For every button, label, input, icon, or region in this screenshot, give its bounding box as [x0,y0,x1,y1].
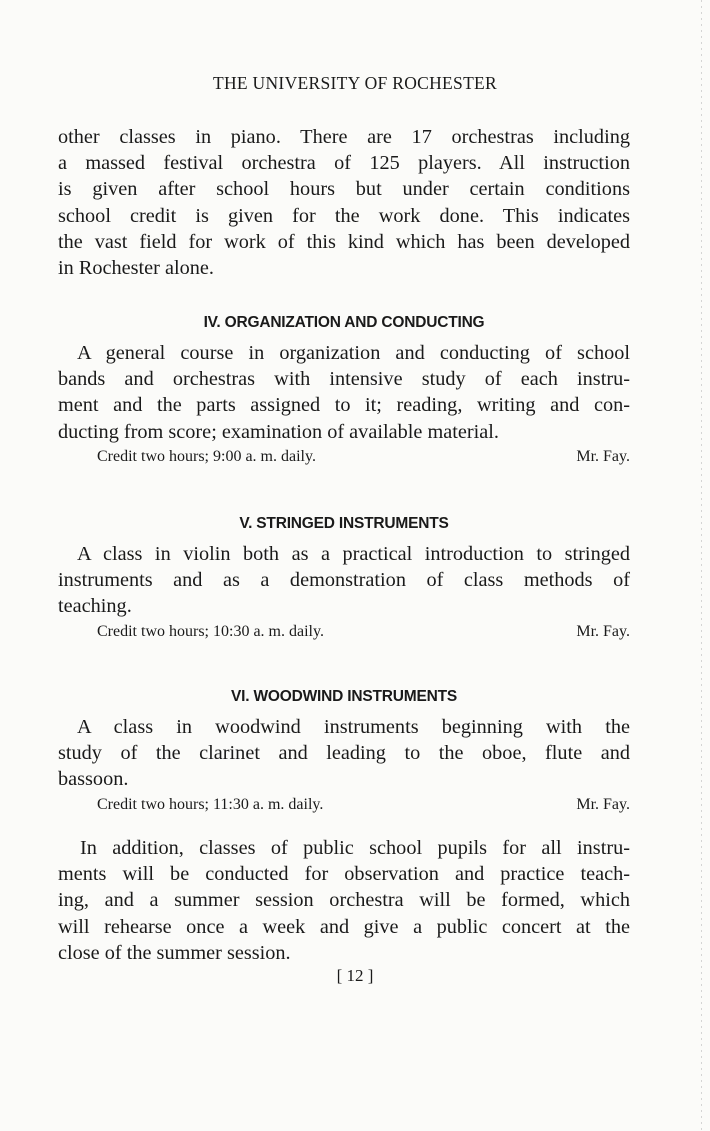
text-line: A class in woodwind instruments beginning with the [77,716,630,738]
closing-paragraph [58,835,630,966]
text-line: study of the clarinet and leading to the oboe, flute and [58,742,630,765]
text-line: close of the summer session. [58,941,291,964]
credit-line [58,448,630,466]
text-line: other classes in piano. There are 17 orchestras including [58,126,630,148]
page-number: [ 12 ] [336,966,374,985]
text-line: bands and orchestras with intensive study of each instru- [58,368,630,391]
text-line: instruments and as a demonstration of class methods of [58,569,630,592]
section-organization-conducting [58,314,630,466]
text-line: A class in violin both as a practical introduction to stringed [77,543,630,565]
text-line: a massed festival orchestra of 125 players. All instruction [58,152,630,175]
intro-paragraph [58,124,630,281]
section-title: V. STRINGED INSTRUMENTS [239,515,449,532]
page-edge [701,0,702,1131]
credit-schedule: Credit two hours; 11:30 a. m. daily. [97,795,324,813]
text-line: ment and the parts assigned to it; reading, writing and con- [58,394,630,417]
text-line: the vast field for work of this kind which has been developed [58,230,630,253]
credit-schedule: Credit two hours; 9:00 a. m. daily. [97,447,316,465]
section-title: VI. WOODWIND INSTRUMENTS [231,688,457,705]
section-stringed-instruments [58,515,630,641]
instructor-name: Mr. Fay. [576,622,630,640]
text-line: ducting from score; examination of available material. [58,420,499,443]
text-line: is given after school hours but under certain conditions [58,178,630,201]
text-line: In addition, classes of public school pupils for all instru- [80,837,630,859]
instructor-name: Mr. Fay. [576,447,630,465]
text-line: teaching. [58,595,132,618]
text-line: ing, and a summer session orchestra will be formed, which [58,889,630,912]
credit-line [58,623,630,641]
section-title: IV. ORGANIZATION AND CONDUCTING [203,314,485,331]
text-line: in Rochester alone. [58,257,215,280]
text-line: A general course in organization and conducting of school [77,342,630,364]
instructor-name: Mr. Fay. [576,795,630,813]
section-woodwind-instruments [58,688,630,814]
text-line: bassoon. [58,768,129,791]
text-line: school credit is given for the work done. This indicates [58,204,630,227]
text-line: ments will be conducted for observation and practice teach- [58,863,630,886]
text-line: will rehearse once a week and give a public concert at the [58,915,630,938]
credit-schedule: Credit two hours; 10:30 a. m. daily. [97,622,324,640]
credit-line [58,796,630,814]
running-header: THE UNIVERSITY OF ROCHESTER [212,73,498,93]
